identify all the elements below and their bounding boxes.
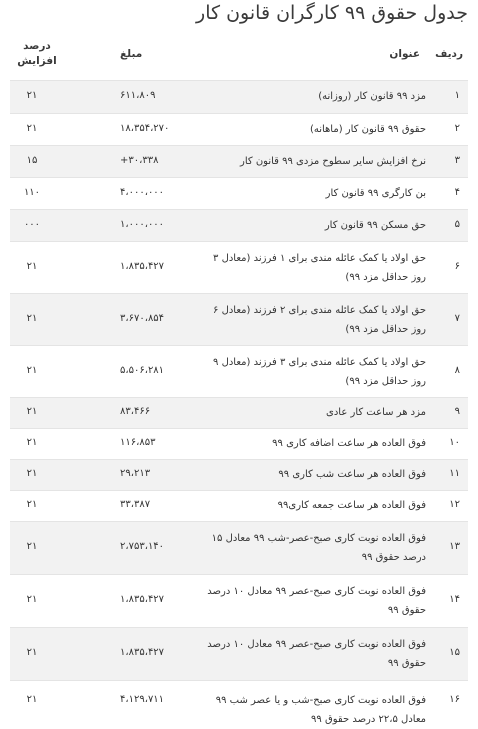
row-title: حق اولاد یا کمک عائله مندی برای ۳ فرزند (معادل ۹ روز حداقل مزد ۹۹) <box>213 357 426 387</box>
row-percent: ۲۱ <box>26 647 38 658</box>
row-percent: ۲۱ <box>26 541 38 552</box>
row-amount: ۳،۶۷۰،۸۵۴ <box>120 313 165 324</box>
row-title: حقوق ۹۹ قانون کار (ماهانه) <box>309 124 426 135</box>
row-percent: ۲۱ <box>26 90 38 101</box>
row-title: نرخ افزایش سایر سطوح مزدی ۹۹ قانون کار <box>240 156 426 167</box>
row-amount: ۴،۱۲۹،۷۱۱ <box>120 694 165 705</box>
row-amount: ۴،۰۰۰،۰۰۰ <box>120 187 165 198</box>
row-amount: ۱،۸۳۵،۴۲۷ <box>120 647 165 658</box>
row-amount: ۱۸،۳۵۴،۲۷۰ <box>120 123 170 134</box>
table-row <box>10 459 468 490</box>
row-index: ۶ <box>454 261 460 272</box>
table-row <box>10 241 468 293</box>
row-index: ۸ <box>454 365 460 376</box>
table-row <box>10 574 468 627</box>
header-title: عنوان <box>389 48 420 60</box>
row-amount: ۳۳،۳۸۷ <box>120 499 151 510</box>
row-percent: ۲۱ <box>26 261 38 272</box>
table-row <box>10 627 468 680</box>
row-index: ۲ <box>454 123 460 134</box>
header-amount: مبلغ <box>120 48 143 60</box>
row-index: ۳ <box>454 155 460 166</box>
header-percent: درصد افزایش <box>17 40 57 67</box>
row-index: ۱۰ <box>449 437 460 448</box>
row-amount: ۶۱۱،۸۰۹ <box>120 90 156 101</box>
row-percent: ۲۱ <box>26 365 38 376</box>
row-index: ۴ <box>454 187 460 198</box>
row-amount: ۸۳،۴۶۶ <box>120 406 151 417</box>
row-index: ۱۵ <box>449 647 460 658</box>
row-title: مزد ۹۹ قانون کار (روزانه) <box>318 91 426 102</box>
table-row <box>10 145 468 177</box>
table-row <box>10 177 468 209</box>
table-row <box>10 428 468 459</box>
row-title: فوق العاده هر ساعت شب کاری ۹۹ <box>278 469 426 480</box>
table-row <box>10 397 468 428</box>
row-amount: ۲،۷۵۳،۱۴۰ <box>120 541 165 552</box>
row-percent: ۱۵ <box>26 155 38 166</box>
row-amount: ۱،۸۳۵،۴۲۷ <box>120 594 165 605</box>
row-percent: ۲۱ <box>26 123 38 134</box>
row-index: ۱۱ <box>449 468 460 479</box>
table-row <box>10 113 468 145</box>
row-amount: ۲۹،۲۱۳ <box>120 468 151 479</box>
row-index: ۷ <box>454 313 460 324</box>
row-percent: ۲۱ <box>26 468 38 479</box>
row-amount: ۵،۵۰۶،۲۸۱ <box>120 365 165 376</box>
row-percent: ۲۱ <box>26 694 38 705</box>
row-percent: ۱۱۰ <box>23 187 41 198</box>
row-title: حق اولاد یا کمک عائله مندی برای ۱ فرزند (معادل ۳ روز حداقل مزد ۹۹) <box>213 253 426 283</box>
page-title: جدول حقوق ۹۹ کارگران قانون کار <box>196 2 468 24</box>
table-row <box>10 293 468 345</box>
row-amount: ۱۱۶،۸۵۳ <box>120 437 156 448</box>
row-title: فوق العاده نوبت کاری صبح-شب و یا عصر شب ۹۹ معادل ۲۲،۵ درصد حقوق ۹۹ <box>215 695 426 725</box>
row-amount: +۳۰،۳۳۸ <box>120 155 159 166</box>
row-index: ۱ <box>454 90 460 101</box>
row-index: ۱۲ <box>449 499 460 510</box>
table-row <box>10 521 468 574</box>
header-index: ردیف <box>435 48 463 60</box>
row-title: بن کارگری ۹۹ قانون کار <box>325 188 426 199</box>
row-percent: ۲۱ <box>26 499 38 510</box>
row-title: فوق العاده نوبت کاری صبح-عصر-شب ۹۹ معادل ۱۵ درصد حقوق ۹۹ <box>211 533 426 563</box>
row-percent: ۲۱ <box>26 406 38 417</box>
row-amount: ۱،۸۳۵،۴۲۷ <box>120 261 165 272</box>
row-title: فوق العاده هر ساعت اضافه کاری ۹۹ <box>272 438 426 449</box>
row-title: فوق العاده نوبت کاری صبح-عصر ۹۹ معادل ۱۰ درصد حقوق ۹۹ <box>207 586 426 616</box>
table-row <box>10 209 468 241</box>
row-amount: ۱،۰۰۰،۰۰۰ <box>120 219 165 230</box>
table-body <box>10 80 468 725</box>
row-title: مزد هر ساعت کار عادی <box>326 407 426 418</box>
row-index: ۵ <box>454 219 460 230</box>
row-index: ۱۶ <box>449 694 460 705</box>
row-percent: ۲۱ <box>26 594 38 605</box>
table-row <box>10 345 468 397</box>
row-index: ۱۴ <box>449 594 460 605</box>
row-percent: ۲۱ <box>26 313 38 324</box>
table-row <box>10 490 468 521</box>
row-title: فوق العاده نوبت کاری صبح-عصر ۹۹ معادل ۱۰ درصد حقوق ۹۹ <box>207 639 426 669</box>
row-index: ۱۳ <box>449 541 460 552</box>
table-header <box>10 36 468 80</box>
table-row <box>10 680 468 725</box>
row-title: حق اولاد یا کمک عائله مندی برای ۲ فرزند (معادل ۶ روز حداقل مزد ۹۹) <box>213 305 426 335</box>
table-row <box>10 80 468 113</box>
row-title: فوق العاده هر ساعت جمعه کاری۹۹ <box>277 500 426 511</box>
row-title: حق مسکن ۹۹ قانون کار <box>324 220 426 231</box>
row-percent: ۲۱ <box>26 437 38 448</box>
row-percent: ۰۰۰ <box>23 219 41 230</box>
row-index: ۹ <box>454 406 460 417</box>
